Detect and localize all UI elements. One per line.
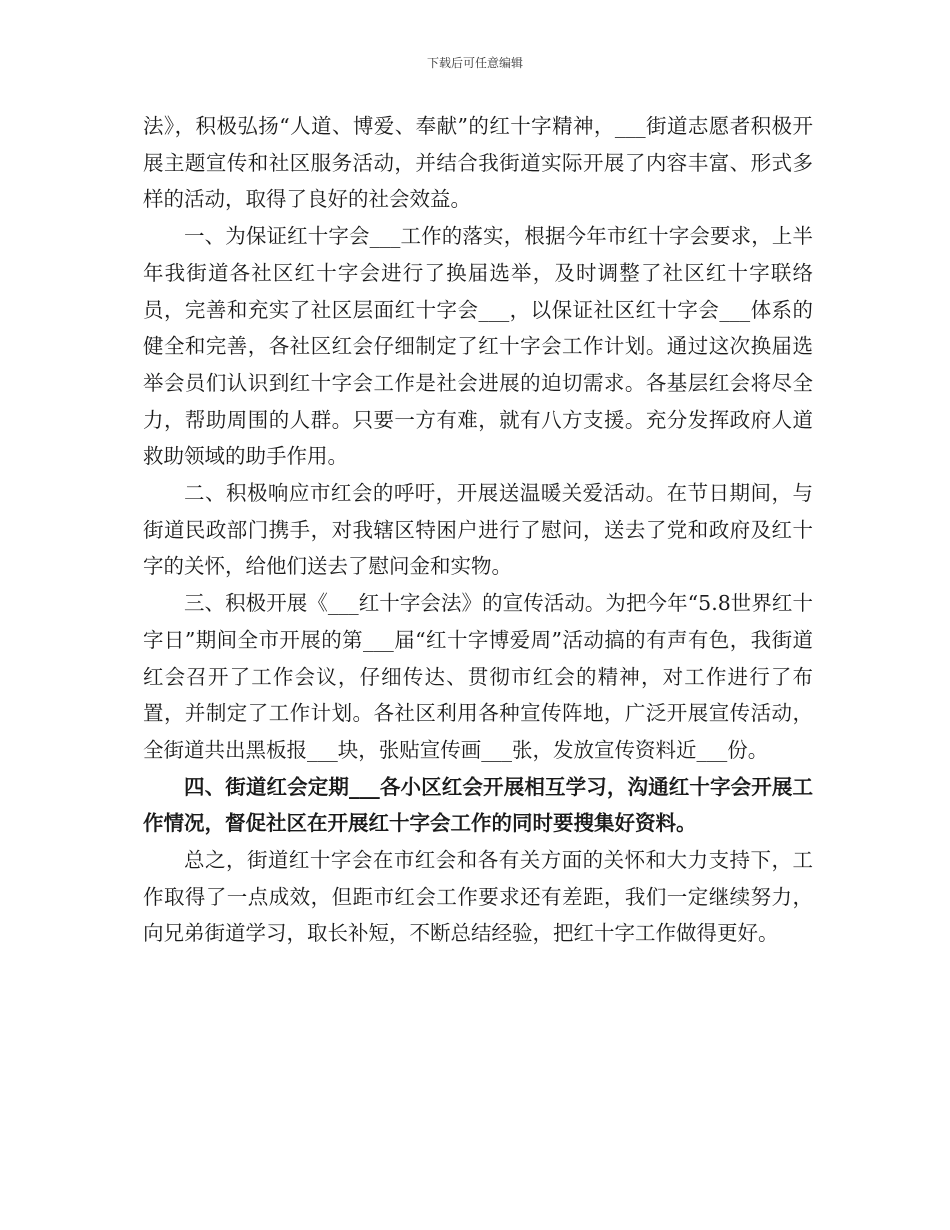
paragraph-section-4: 四、街道红会定期___各小区红会开展相互学习，沟通红十字会开展工作情况，督促社区在开展红十字会工作的同时要搜集好资料。	[143, 774, 813, 836]
paragraph-section-3: 三、积极开展《___红十字会法》的宣传活动。为把今年“5.8世界红十字日”期间全市开展的第___届“红十字博爱周”活动搞的有声有色，我街道红会召开了工作会议，仔细传达、贯彻市红会的精神，对工作进行了布置，并制定了工作计划。各社区利用各种宣传阵地，广泛开展宣传活动，全街道共出黑板报___块，张贴宣传画___张，发放宣传资料近___份。	[143, 591, 813, 762]
paragraph-section-1: 一、为保证红十字会___工作的落实，根据今年市红十字会要求，上半年我街道各社区红十字会进行了换届选举，及时调整了社区红十字联络员，完善和充实了社区层面红十字会___，以保证社区红十字会___体系的健全和完善，各社区红会仔细制定了红十字会工作计划。通过这次换届选举会员们认识到红十字会工作是社会进展的迫切需求。各基层红会将尽全力，帮助周围的人群。只要一方有难，就有八方支援。充分发挥政府人道救助领域的助手作用。	[143, 224, 813, 469]
document-body	[143, 108, 813, 952]
page-header: 下载后可任意编辑	[426, 56, 523, 70]
paragraph-intro: 法》，积极弘扬“人道、博爱、奉献”的红十字精神，___街道志愿者积极开展主题宣传和社区服务活动，并结合我街道实际开展了内容丰富、形式多样的活动，取得了良好的社会效益。	[143, 114, 813, 212]
paragraph-section-2: 二、积极响应市红会的呼吁，开展送温暖关爱活动。在节日期间，与街道民政部门携手，对我辖区特困户进行了慰问，送去了党和政府及红十字的关怀，给他们送去了慰问金和实物。	[143, 481, 813, 579]
paragraph-conclusion: 总之，街道红十字会在市红会和各有关方面的关怀和大力支持下，工作取得了一点成效，但距市红会工作要求还有差距，我们一定继续努力，向兄弟街道学习，取长补短，不断总结经验，把红十字工作做得更好。	[143, 848, 813, 946]
